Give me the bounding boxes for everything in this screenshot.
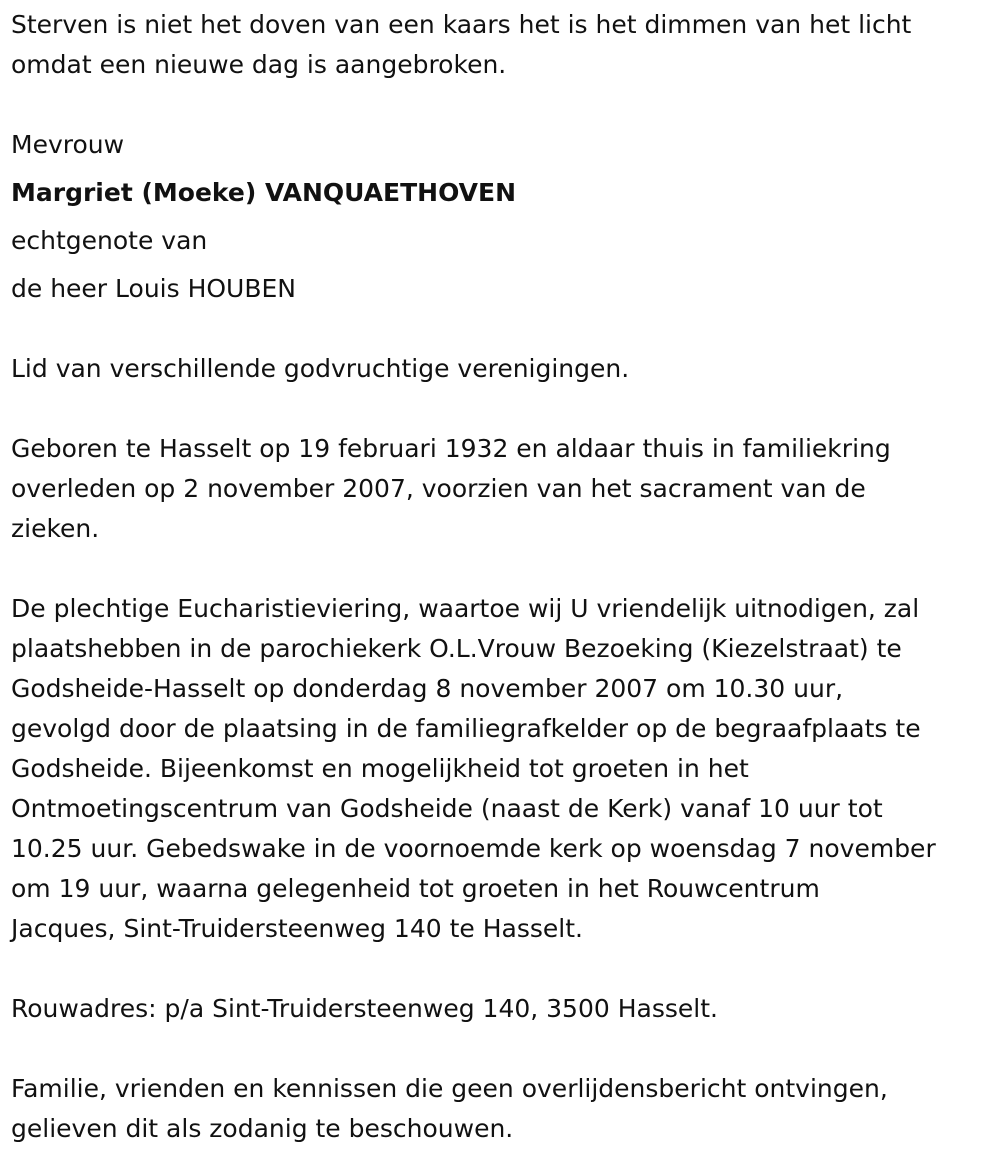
ceremony-line: 10.25 uur. Gebedswake in de voornoemde kerk op woensdag 7 november [11,834,936,863]
closing-paragraph [11,1069,996,1149]
membership-text: Lid van verschillende godvruchtige verenigingen. [11,354,630,383]
birth-death-line: zieken. [11,514,100,543]
quote-paragraph [11,5,996,85]
birth-death-paragraph [11,429,996,549]
ceremony-paragraph [11,589,996,949]
birth-death-line: Geboren te Hasselt op 19 februari 1932 en aldaar thuis in familiekring [11,434,891,463]
quote-line: Sterven is niet het doven van een kaars het is het dimmen van het licht [11,10,912,39]
birth-death-line: overleden op 2 november 2007, voorzien van het sacrament van de [11,474,866,503]
ceremony-line: Ontmoetingscentrum van Godsheide (naast de Kerk) vanaf 10 uur tot [11,794,883,823]
mourning-address: Rouwadres: p/a Sint-Truidersteenweg 140, 3500 Hasselt. [11,994,718,1023]
spouse-prefix: echtgenote van [11,226,208,255]
ceremony-line: Godsheide. Bijeenkomst en mogelijkheid tot groeten in het [11,754,749,783]
quote-line: omdat een nieuwe dag is aangebroken. [11,50,507,79]
ceremony-line: plaatshebben in de parochiekerk O.L.Vrouw Bezoeking (Kiezelstraat) te [11,634,902,663]
ceremony-line: gevolgd door de plaatsing in de familiegrafkelder op de begraafplaats te [11,714,921,743]
closing-line: Familie, vrienden en kennissen die geen overlijdensbericht ontvingen, [11,1074,888,1103]
ceremony-line: Jacques, Sint-Truidersteenweg 140 te Hasselt. [11,914,583,943]
ceremony-line: De plechtige Eucharistieviering, waartoe wij U vriendelijk uitnodigen, zal [11,594,920,623]
ceremony-line: Godsheide-Hasselt op donderdag 8 november 2007 om 10.30 uur, [11,674,844,703]
deceased-name: Margriet (Moeke) VANQUAETHOVEN [11,178,516,207]
salutation: Mevrouw [11,130,125,159]
closing-line: gelieven dit als zodanig te beschouwen. [11,1114,514,1143]
ceremony-line: om 19 uur, waarna gelegenheid tot groeten in het Rouwcentrum [11,874,820,903]
spouse-name: de heer Louis HOUBEN [11,274,296,303]
